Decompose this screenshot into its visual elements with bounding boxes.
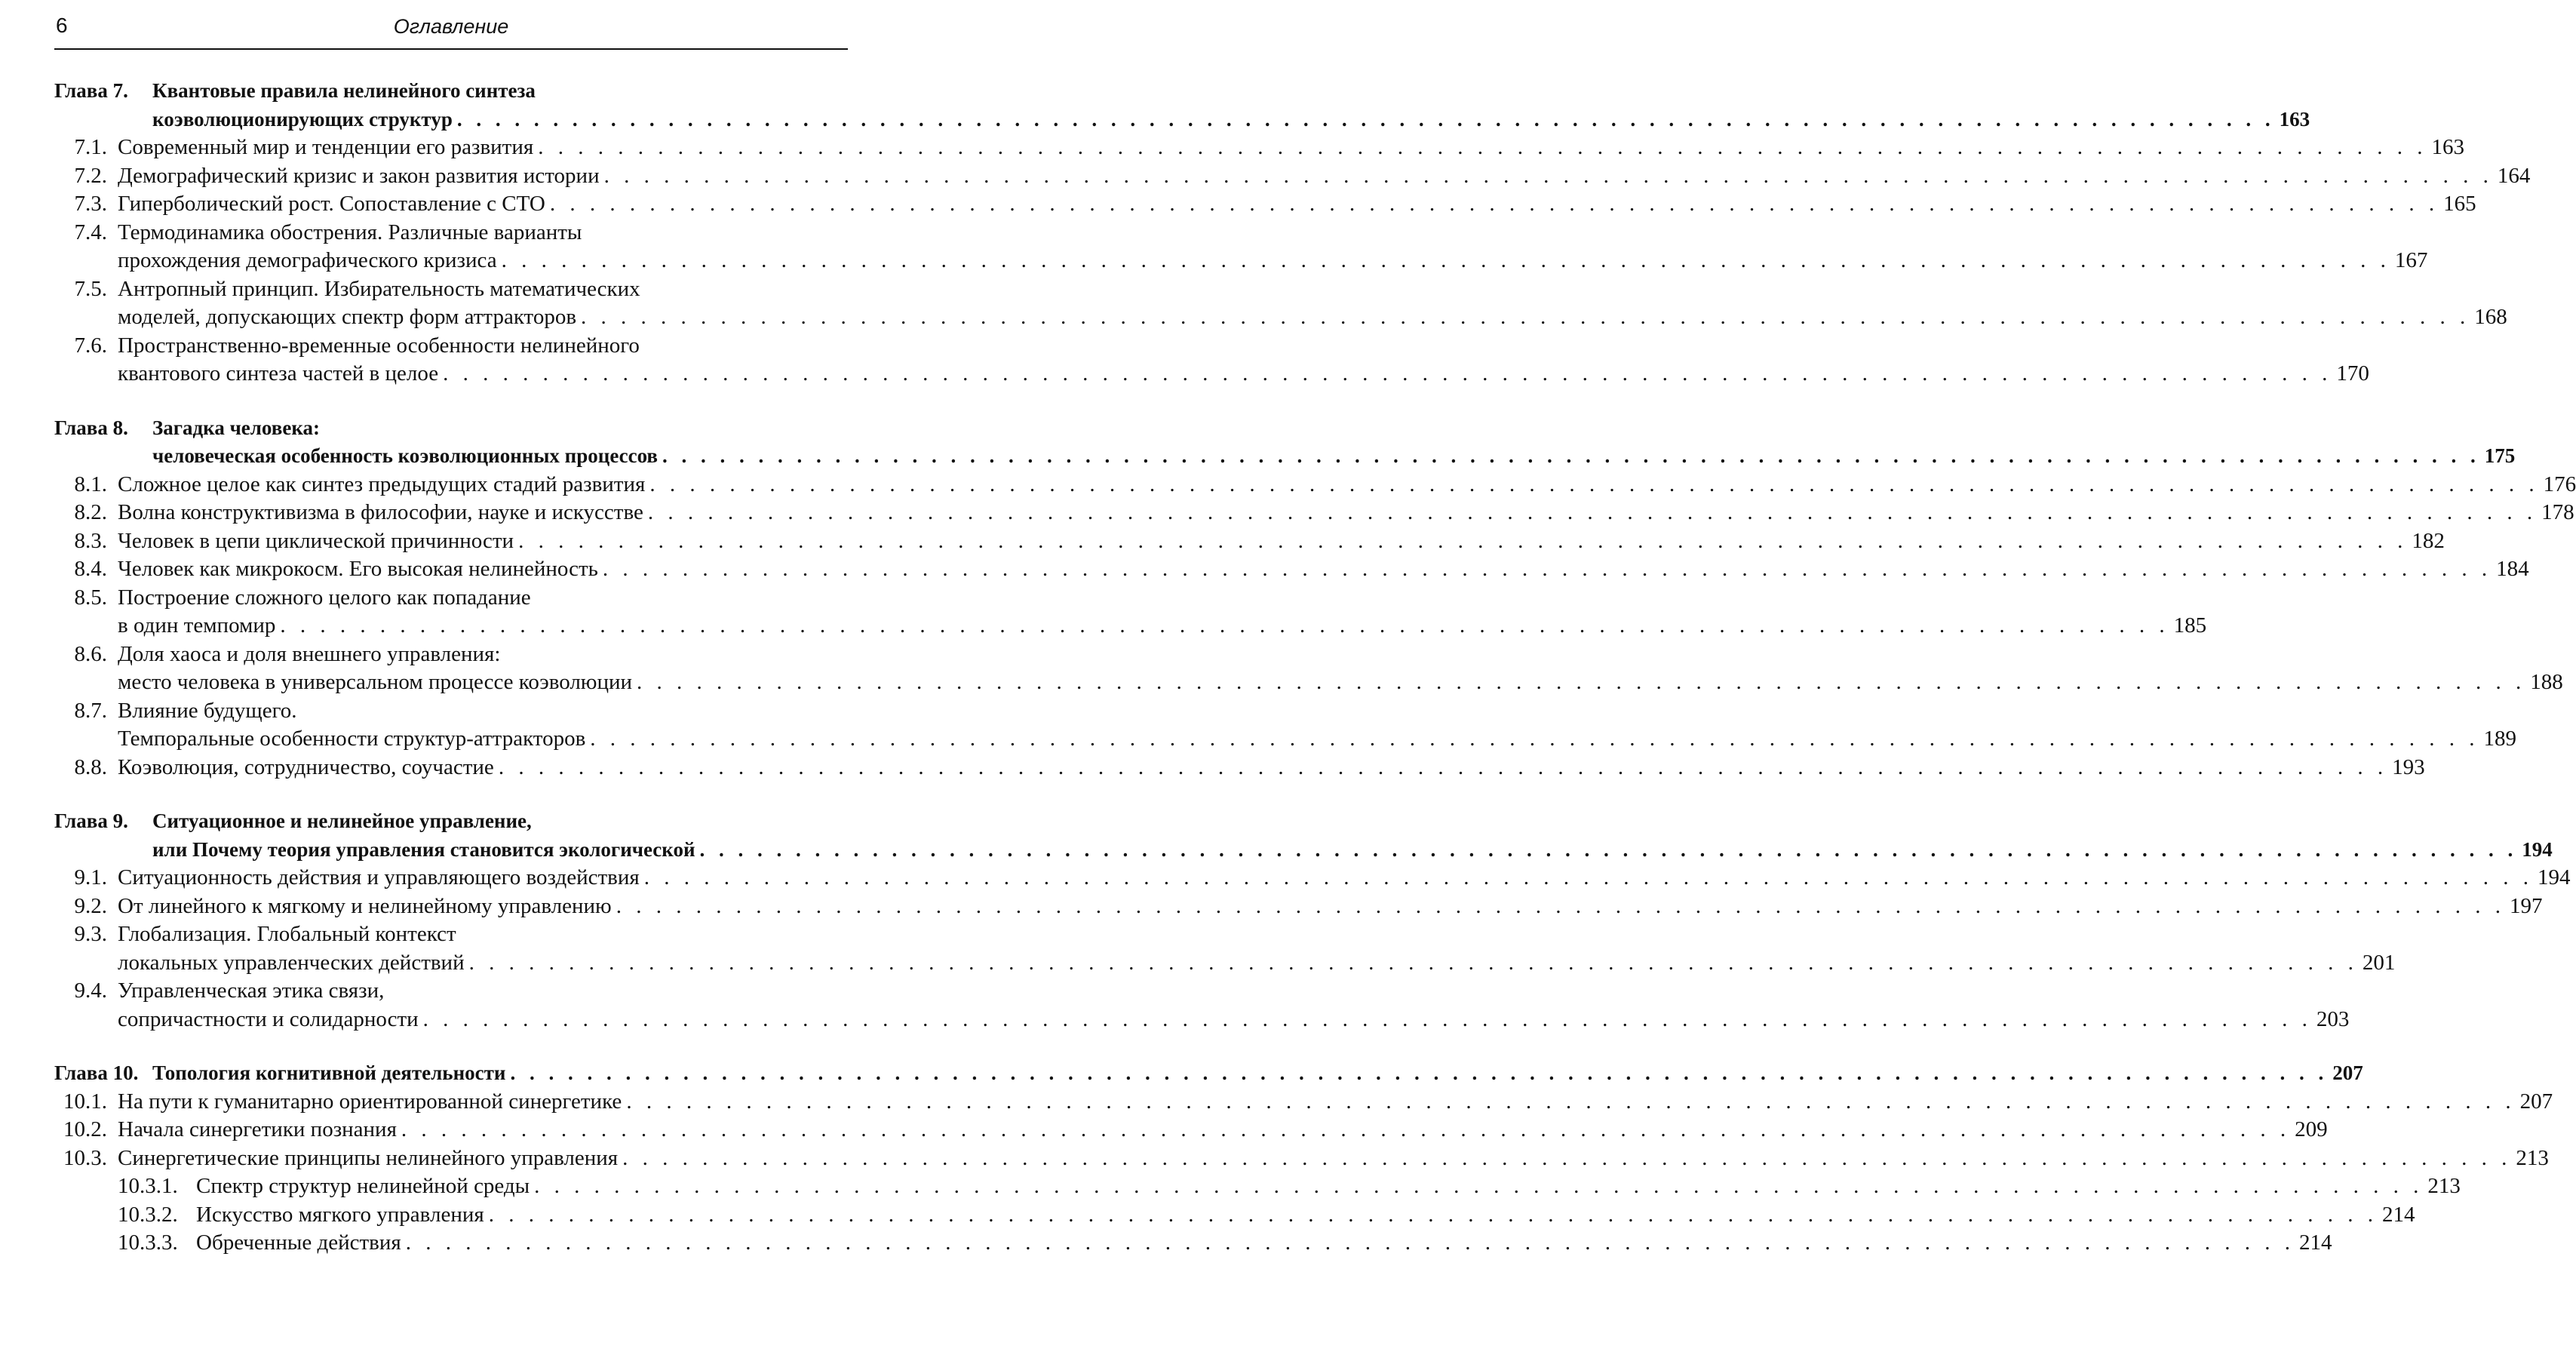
chapter-title: Ситуационное и нелинейное управление, xyxy=(152,810,532,832)
section-title: Антропный принцип. Избирательность математических xyxy=(118,276,640,301)
dot-leader xyxy=(644,864,2533,892)
section-number: 7.3. xyxy=(74,192,107,216)
toc-section-line xyxy=(54,1006,2350,1034)
chapter-heading xyxy=(54,414,2516,471)
dot-leader xyxy=(581,303,2470,332)
dot-leader xyxy=(534,1172,2423,1201)
section-title: Управленческая этика связи, xyxy=(118,979,385,1003)
section-number: 8.8. xyxy=(74,754,107,779)
section-number: 10.3. xyxy=(63,1145,107,1170)
subsection-page-number: 213 xyxy=(2427,1174,2461,1198)
section-number: 8.7. xyxy=(74,698,107,723)
chapter-title: или Почему теория управления становится экологической xyxy=(152,837,695,861)
chapter-title: Загадка человека: xyxy=(152,416,320,439)
section-page-number: 167 xyxy=(2394,248,2428,272)
section-number: 8.4. xyxy=(74,557,107,581)
subsection-title: Обреченные действия xyxy=(196,1230,401,1255)
section-number: 7.1. xyxy=(74,135,107,159)
section-number: 7.5. xyxy=(74,276,107,301)
section-number: 8.2. xyxy=(74,500,107,524)
toc-section-line xyxy=(54,754,2425,782)
toc-section-line xyxy=(54,555,2529,584)
section-title: моделей, допускающих спектр форм аттракторов xyxy=(118,305,577,329)
section-page-number: 203 xyxy=(2316,1006,2350,1031)
dot-leader xyxy=(622,1144,2511,1173)
section-number: 7.4. xyxy=(74,220,107,244)
chapter-title-line xyxy=(54,807,848,836)
section-page-number: 163 xyxy=(2431,135,2464,159)
toc-section-line xyxy=(54,892,2543,921)
toc-section-line xyxy=(54,275,848,304)
section-number: 9.4. xyxy=(74,979,107,1003)
chapter-label: Глава 8. xyxy=(54,416,128,439)
subsection-number: 10.3.2. xyxy=(118,1202,178,1227)
section-page-number: 164 xyxy=(2497,163,2531,188)
chapter-heading xyxy=(54,77,2310,134)
section-page-number: 176 xyxy=(2543,472,2576,496)
section-page-number: 193 xyxy=(2392,754,2425,779)
toc-section-line xyxy=(54,162,2531,191)
section-page-number: 184 xyxy=(2496,557,2529,581)
chapter-title-line xyxy=(54,77,848,106)
toc-section-line xyxy=(54,360,2369,389)
toc-section-line xyxy=(54,977,848,1006)
dot-leader xyxy=(406,1229,2295,1258)
toc-subsection-line xyxy=(54,1172,2461,1201)
chapter-title: человеческая особенность коэволюционных процессов xyxy=(152,444,659,467)
dot-leader xyxy=(550,190,2439,219)
dot-leader xyxy=(590,725,2479,754)
chapter-title-line xyxy=(54,1059,2363,1088)
section-title: На пути к гуманитарно ориентированной синергетике xyxy=(118,1089,622,1114)
chapter-heading xyxy=(54,1059,2363,1088)
section-number: 9.3. xyxy=(74,922,107,946)
section-title: Доля хаоса и доля внешнего управления: xyxy=(118,641,501,666)
section-page-number: 189 xyxy=(2483,727,2517,751)
section-title: место человека в универсальном процессе коэволюции xyxy=(118,670,633,694)
chapter-page-number: 207 xyxy=(2332,1061,2363,1084)
toc-section-line xyxy=(54,864,2571,892)
toc-section-line xyxy=(54,219,848,247)
dot-leader xyxy=(538,134,2427,162)
toc-section-line xyxy=(54,668,2563,697)
chapter-title-line xyxy=(54,442,2516,471)
subsection-number: 10.3.3. xyxy=(118,1230,178,1255)
chapter-title-line xyxy=(54,106,2310,134)
section-page-number: 207 xyxy=(2519,1089,2553,1114)
section-title: Темпоральные особенности структур-аттракторов xyxy=(118,727,586,751)
dot-leader xyxy=(604,162,2493,191)
chapter-title: Топология когнитивной деятельности xyxy=(152,1061,506,1084)
dot-leader xyxy=(648,499,2537,527)
section-title: Современный мир и тенденции его развития xyxy=(118,135,534,159)
toc-section-line xyxy=(54,920,848,949)
section-number: 9.2. xyxy=(74,893,107,918)
section-page-number: 209 xyxy=(2295,1117,2328,1141)
dot-leader xyxy=(401,1116,2290,1144)
dot-leader xyxy=(637,668,2525,697)
subsection-title: Искусство мягкого управления xyxy=(196,1202,484,1227)
chapter-page-number: 163 xyxy=(2279,107,2310,131)
section-title: Человек как микрокосм. Его высокая нелинейность xyxy=(118,557,598,581)
section-page-number: 178 xyxy=(2541,500,2574,524)
section-title: Глобализация. Глобальный контекст xyxy=(118,922,456,946)
section-title: Начала синергетики познания xyxy=(118,1117,397,1141)
toc-section-line xyxy=(54,332,848,361)
section-title: Гиперболический рост. Сопоставление с СТО xyxy=(118,192,545,216)
table-of-contents xyxy=(54,77,2576,1258)
page-number: 6 xyxy=(56,14,68,37)
toc-chapter xyxy=(54,77,2531,389)
toc-section-line xyxy=(54,134,2464,162)
running-title: Оглавление xyxy=(393,15,509,38)
toc-chapter xyxy=(54,414,2576,782)
dot-leader xyxy=(603,555,2492,584)
dot-leader xyxy=(649,471,2538,499)
section-number: 8.6. xyxy=(74,641,107,666)
dot-leader xyxy=(280,612,2169,641)
toc-section-line xyxy=(54,949,2396,978)
subsection-page-number: 214 xyxy=(2381,1202,2415,1227)
running-header xyxy=(54,14,848,50)
section-title: Термодинамика обострения. Различные варианты xyxy=(118,220,582,244)
section-page-number: 188 xyxy=(2530,670,2563,694)
chapter-page-number: 175 xyxy=(2484,444,2516,467)
toc-section-line xyxy=(54,1088,2553,1117)
dot-leader xyxy=(499,754,2387,782)
section-page-number: 185 xyxy=(2173,613,2207,637)
toc-section-line xyxy=(54,190,2476,219)
section-number: 9.1. xyxy=(74,865,107,889)
section-page-number: 168 xyxy=(2474,305,2507,329)
chapter-label: Глава 10. xyxy=(54,1061,139,1084)
dot-leader xyxy=(626,1088,2515,1117)
section-page-number: 194 xyxy=(2537,865,2571,889)
section-title: Демографический кризис и закон развития истории xyxy=(118,163,600,188)
dot-leader xyxy=(518,527,2407,556)
chapter-title-line xyxy=(54,414,848,443)
section-number: 8.1. xyxy=(74,472,107,496)
dot-leader xyxy=(443,360,2332,389)
toc-section-line xyxy=(54,247,2428,275)
toc-section-line xyxy=(54,1116,2328,1144)
dot-leader xyxy=(423,1006,2312,1034)
toc-section-line xyxy=(54,584,848,613)
dot-leader xyxy=(457,106,2275,134)
dot-leader xyxy=(489,1201,2378,1230)
toc-chapter xyxy=(54,807,2571,1034)
chapter-title: Квантовые правила нелинейного синтеза xyxy=(152,79,536,102)
chapter-heading xyxy=(54,807,2553,864)
section-page-number: 170 xyxy=(2336,361,2369,386)
section-title: локальных управленческих действий xyxy=(118,950,465,975)
dot-leader xyxy=(502,247,2390,275)
section-page-number: 165 xyxy=(2443,192,2476,216)
section-title: в один темпомир xyxy=(118,613,276,637)
section-title: сопричастности и солидарности xyxy=(118,1006,419,1031)
toc-chapter xyxy=(54,1059,2553,1258)
section-title: Синергетические принципы нелинейного управления xyxy=(118,1145,619,1170)
toc-subsection-line xyxy=(54,1229,2332,1258)
toc-section-line xyxy=(54,697,848,726)
dot-leader xyxy=(700,836,2518,865)
chapter-page-number: 194 xyxy=(2522,837,2553,861)
subsection-number: 10.3.1. xyxy=(118,1174,178,1198)
section-title: прохождения демографического кризиса xyxy=(118,248,497,272)
section-title: квантового синтеза частей в целое xyxy=(118,361,439,386)
toc-section-line xyxy=(54,303,2507,332)
dot-leader xyxy=(662,442,2480,471)
section-page-number: 201 xyxy=(2362,950,2396,975)
section-title: Влияние будущего. xyxy=(118,698,297,723)
section-number: 7.6. xyxy=(74,333,107,358)
toc-section-line xyxy=(54,527,2445,556)
chapter-title-line xyxy=(54,836,2553,865)
section-title: Волна конструктивизма в философии, науке и искусстве xyxy=(118,500,643,524)
chapter-label: Глава 9. xyxy=(54,810,128,832)
section-title: Человек в цепи циклической причинности xyxy=(118,528,514,553)
section-title: Построение сложного целого как попадание xyxy=(118,585,531,610)
section-number: 10.2. xyxy=(63,1117,107,1141)
section-title: От линейного к мягкому и нелинейному управлению xyxy=(118,893,612,918)
dot-leader xyxy=(469,949,2358,978)
section-title: Сложное целое как синтез предыдущих стадий развития xyxy=(118,472,646,496)
toc-section-line xyxy=(54,641,848,669)
toc-section-line xyxy=(54,612,2207,641)
toc-section-line xyxy=(54,1144,2549,1173)
document-page xyxy=(54,14,2576,1283)
chapter-label: Глава 7. xyxy=(54,79,128,102)
dot-leader xyxy=(510,1059,2328,1088)
dot-leader xyxy=(616,892,2505,921)
section-number: 7.2. xyxy=(74,163,107,188)
toc-subsection-line xyxy=(54,1201,2415,1230)
toc-section-line xyxy=(54,725,2517,754)
subsection-page-number: 214 xyxy=(2298,1230,2332,1255)
chapter-title: коэволюционирующих структур xyxy=(152,107,453,131)
section-page-number: 182 xyxy=(2412,528,2445,553)
section-title: Ситуационность действия и управляющего воздействия xyxy=(118,865,640,889)
section-page-number: 197 xyxy=(2509,893,2543,918)
section-page-number: 213 xyxy=(2516,1145,2549,1170)
section-title: Коэволюция, сотрудничество, соучастие xyxy=(118,754,494,779)
toc-section-line xyxy=(54,471,2576,499)
section-number: 10.1. xyxy=(63,1089,107,1114)
section-number: 8.5. xyxy=(74,585,107,610)
section-number: 8.3. xyxy=(74,528,107,553)
toc-section-line xyxy=(54,499,2574,527)
section-title: Пространственно-временные особенности нелинейного xyxy=(118,333,640,358)
subsection-title: Спектр структур нелинейной среды xyxy=(196,1174,530,1198)
